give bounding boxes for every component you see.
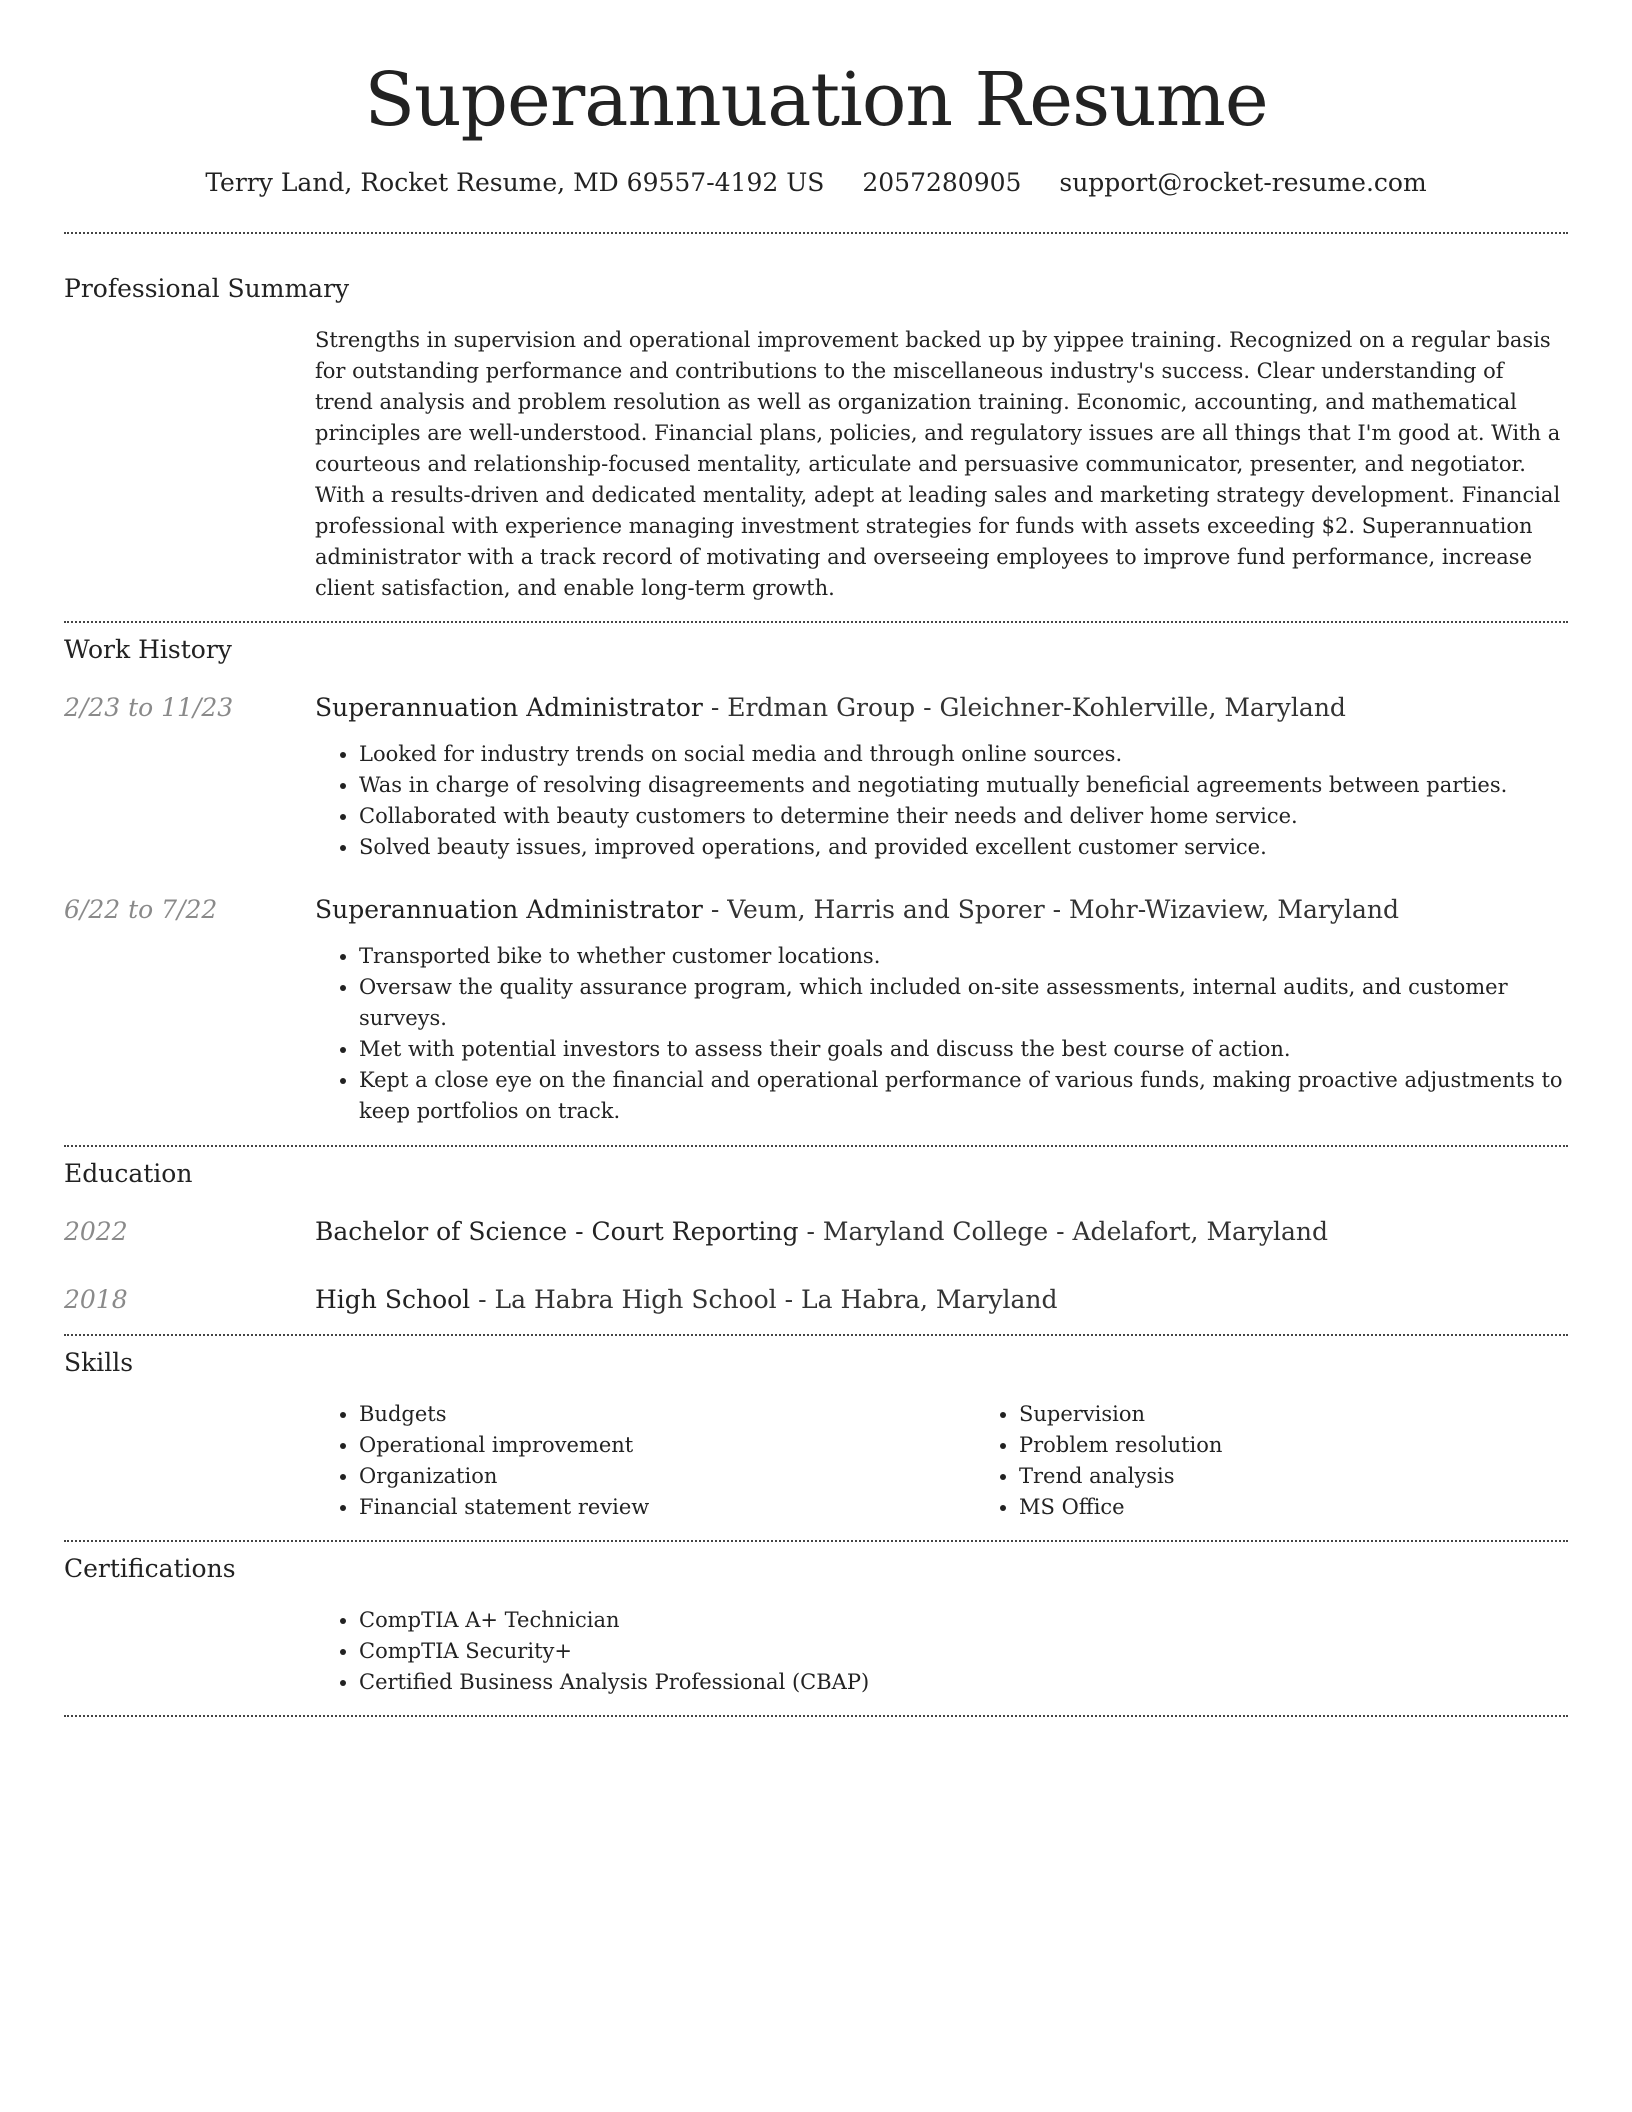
job-role: Superannuation Administrator xyxy=(315,895,703,924)
contact-address: Terry Land, Rocket Resume, MD 69557-4192 US xyxy=(205,168,825,197)
certifications-list xyxy=(315,1605,1568,1698)
job-role: Superannuation Administrator xyxy=(315,693,703,722)
summary-text: Strengths in supervision and operational improvement backed up by yippee training. Recognized on a regular basis for outstanding performance and contributions to the miscellaneous industry's success. Clear understanding of trend analysis and problem resolution as well as organization training. Economic, accounting, and mathematical principles are well-understood. Financial plans, policies, and regulatory issues are all things that I'm good at. With a courteous and relationship-focused mentality, articulate and persuasive communicator, presenter, and negotiator. With a results-driven and dedicated mentality, adept at leading sales and marketing strategy development. Financial professional with experience managing investment strategies for funds with assets exceeding $2. Superannuation administrator with a track record of motivating and overseeing employees to improve fund performance, increase client satisfaction, and enable long-term growth. xyxy=(315,328,1561,600)
job-bullets xyxy=(315,739,1568,863)
job-employer: - Erdman Group - Gleichner-Kohlerville, Maryland xyxy=(702,693,1346,722)
resume-header xyxy=(64,0,1568,200)
skills-section xyxy=(64,1336,1568,1523)
work-history-section xyxy=(64,623,1568,1127)
education-section xyxy=(64,1147,1568,1317)
section-title-summary: Professional Summary xyxy=(64,274,350,303)
list-item: • Supervision xyxy=(1019,1399,1632,1430)
job-employer: - Veum, Harris and Sporer - Mohr-Wizaview, Maryland xyxy=(702,895,1399,924)
job-bullets xyxy=(315,941,1568,1127)
resume-title: Superannuation Resume xyxy=(364,57,1268,143)
contact-email: support@rocket-resume.com xyxy=(1059,168,1427,197)
list-item: • Looked for industry trends on social media and through online sources. xyxy=(359,739,1568,770)
list-item: • MS Office xyxy=(1019,1492,1632,1523)
contact-phone: 2057280905 xyxy=(862,168,1022,197)
section-title-certifications: Certifications xyxy=(64,1554,236,1583)
education-school: - La Habra High School - La Habra, Maryland xyxy=(470,1285,1058,1314)
list-item: • Organization xyxy=(359,1461,975,1492)
education-entry xyxy=(64,1283,1568,1317)
list-item: • Problem resolution xyxy=(1019,1430,1632,1461)
section-title-work-history: Work History xyxy=(64,635,232,664)
education-school: - Maryland College - Adelafort, Maryland xyxy=(798,1217,1329,1246)
education-entry xyxy=(64,1215,1568,1249)
list-item: • Transported bike to whether customer locations. xyxy=(359,941,1568,972)
list-item: • Financial statement review xyxy=(359,1492,975,1523)
list-item: • Was in charge of resolving disagreements and negotiating mutually beneficial agreements between parties. xyxy=(359,770,1568,801)
list-item: • CompTIA A+ Technician xyxy=(359,1605,1568,1636)
job-title xyxy=(315,893,1568,927)
list-item: • Budgets xyxy=(359,1399,975,1430)
skills-list-left xyxy=(315,1399,975,1523)
list-item: • Trend analysis xyxy=(1019,1461,1632,1492)
education-year: 2022 xyxy=(64,1217,128,1246)
job-dates: 6/22 to 7/22 xyxy=(64,895,218,924)
job-dates: 2/23 to 11/23 xyxy=(64,693,234,722)
education-title xyxy=(315,1283,1568,1317)
certifications-section xyxy=(64,1542,1568,1698)
education-degree: High School xyxy=(315,1285,471,1314)
divider xyxy=(64,1715,1568,1717)
education-degree: Bachelor of Science - Court Reporting xyxy=(315,1217,799,1246)
list-item: • Kept a close eye on the financial and operational performance of various funds, making proactive adjustments to keep portfolios on track. xyxy=(359,1065,1568,1127)
education-year: 2018 xyxy=(64,1285,128,1314)
job-entry xyxy=(64,691,1568,863)
list-item: • CompTIA Security+ xyxy=(359,1636,1568,1667)
list-item: • Met with potential investors to assess their goals and discuss the best course of action. xyxy=(359,1034,1568,1065)
job-entry xyxy=(64,893,1568,1127)
list-item: • Collaborated with beauty customers to determine their needs and deliver home service. xyxy=(359,801,1568,832)
list-item: • Solved beauty issues, improved operations, and provided excellent customer service. xyxy=(359,832,1568,863)
list-item: • Oversaw the quality assurance program, which included on-site assessments, internal audits, and customer surveys. xyxy=(359,972,1568,1034)
list-item: • Operational improvement xyxy=(359,1430,975,1461)
summary-section xyxy=(64,234,1568,604)
contact-line xyxy=(64,166,1568,200)
job-title xyxy=(315,691,1568,725)
skills-list-right xyxy=(975,1399,1632,1523)
section-title-skills: Skills xyxy=(64,1348,134,1377)
education-title xyxy=(315,1215,1568,1249)
section-title-education: Education xyxy=(64,1159,193,1188)
list-item: • Certified Business Analysis Professional (CBAP) xyxy=(359,1667,1568,1698)
